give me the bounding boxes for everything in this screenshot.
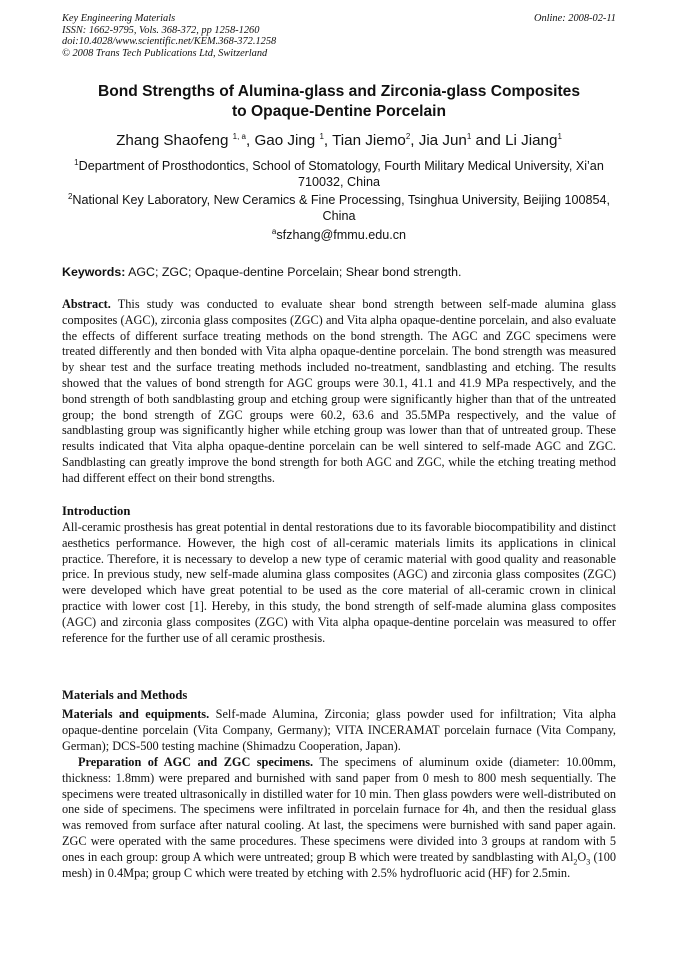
issn-line: ISSN: 1662-9795, Vols. 368-372, pp 1258-1260 (62, 24, 260, 36)
abstract-label: Abstract. (62, 297, 111, 311)
keywords (62, 264, 616, 280)
preparation-text: The specimens of aluminum oxide (diameter: 10.00mm, thickness: 1.8mm) were prepared and burnished with sand paper from 0 mesh to 800 mesh sequentially. The specimens were treated ultrasonically in distilled water for 10 min. Then glass powders were well-distributed on one side of specimens. The specimens were infiltrated in porcelain furnace for 4h, and then the residual glass was removed from surface after natural cooling. At last, the specimens were burnished with sand paper again. ZGC were operated with the same procedures. These specimens were divided into 3 groups at random with 5 ones in each group: group A which were untreated; group B which were treated by sandblasting with Al (62, 755, 617, 864)
affiliation-2 (62, 192, 616, 224)
journal-name: Key Engineering Materials (62, 13, 176, 24)
online-date: Online: 2008-02-11 (533, 13, 616, 24)
affiliation-sup: 1 (74, 157, 79, 167)
subscript-3: 3 (586, 857, 591, 867)
author-sep: , (246, 132, 255, 149)
equipment-paragraph (62, 707, 616, 754)
author-email (62, 227, 616, 243)
abstract (62, 297, 616, 487)
paper-title (62, 82, 616, 122)
equipment-text: Self-made Alumina, Zirconia; glass powder used for infiltration; Vita alpha opaque-dentine porcelain (Vita Company, Germany); VITA INCERAMAT porcelain furnace (Vita Company, German); DCS-500 testing machine (Shimadzu Cooperation, Japan). (62, 707, 616, 753)
abstract-text: This study was conducted to evaluate shear bond strength between self-made alumina glass composites (AGC), zirconia glass composites (ZGC) and Vita alpha opaque-dentine porcelain, and also evaluate the effects of different surface treating methods on the bond strength. The AGC and ZGC specimens were treated differently and then bonded with Vita alpha opaque-dentine porcelain. The bond strength was measured by shear test and the surface treating methods included no-treatment, sandblasting and etching. The results showed that the values of bond strength for AGC groups were 30.1, 41.1 and 41.9 MPa respectively, and the bond strength of both sandblasting group and etching group were significantly higher than that of the untreated group; the bond strength of ZGC groups were 60.2, 63.6 and 35.5MPa respectively, and the value of sandblasting group was significantly higher while etching group was lower than that of untreated group. These results indicated that Vita alpha opaque-dentine porcelain can be well sintered to self-made AGC and ZGC. Sandblasting can greatly improve the bond strength for both AGC and ZGC, while the etching treating method had different effect on their bond strengths. (62, 297, 616, 485)
author-list (62, 131, 616, 151)
affiliation-1 (62, 158, 616, 190)
author-name: Gao Jing (254, 132, 320, 149)
preparation-paragraph (62, 755, 616, 881)
equipment-label: Materials and equipments. (62, 707, 210, 721)
author-sup: 1 (466, 131, 472, 141)
keywords-text: AGC; ZGC; Opaque-dentine Porcelain; Shear bond strength. (125, 265, 462, 279)
author-sup: 1 (319, 131, 324, 141)
introduction-heading: Introduction (62, 504, 131, 518)
author-name: Zhang Shaofeng (116, 132, 233, 149)
affiliation-text: National Key Laboratory, New Ceramics & Fine Processing, Tsinghua University, Beijing 100854, China (72, 193, 611, 223)
author-sup: 1 (557, 131, 562, 141)
author-name: Jia Jun (418, 132, 467, 149)
author-name: Tian Jiemo (332, 132, 406, 149)
author-sup: 2 (405, 131, 411, 141)
copyright-line: © 2008 Trans Tech Publications Ltd, Switzerland (62, 47, 268, 59)
title-line-2: to Opaque-Dentine Porcelain (231, 103, 446, 120)
affiliation-text: Department of Prosthodontics, School of Stomatology, Fourth Military Medical University, Xi’an 710032, China (78, 159, 604, 189)
author-name: Li Jiang (505, 132, 558, 149)
title-line-1: Bond Strengths of Alumina-glass and Zirconia-glass Composites (97, 83, 581, 100)
author-sep: and (471, 132, 506, 149)
introduction-text: All-ceramic prosthesis has great potential in dental restorations due to its favorable biocompatibility and distinct aesthetics performance. However, the high cost of all-ceramic materials limits its applications in clinical practice. Therefore, it is necessary to develop a new type of ceramic material with good quality and reasonable price. In previous study, new self-made alumina glass composites (AGC) and zirconia glass composites (ZGC) were developed which have great potential to be used as the core material of all-ceramic crown in clinical practice with lower cost [1]. Hereby, in this study, the bond strength of self-made alumina glass composites (AGC) and zirconia glass composites (ZGC) with Vita alpha opaque-dentine porcelain was measured to offer reference for the further use of all ceramic prosthesis. (62, 520, 616, 645)
email-address: sfzhang@fmmu.edu.cn (276, 228, 407, 242)
email-sup: a (271, 226, 277, 236)
preparation-label: Preparation of AGC and ZGC specimens. (78, 755, 314, 769)
author-sup: 1, a (232, 131, 246, 141)
preparation-text-end: (100 mesh) in 0.4Mpa; group C which were treated by etching with 2.5% hydrofluoric acid (HF) for 2.5min. (62, 849, 616, 880)
author-sep: , (410, 132, 419, 149)
oxygen-symbol: O (577, 849, 587, 864)
methods-heading: Materials and Methods (62, 688, 188, 702)
author-sep: , (323, 132, 333, 149)
subscript-2: 2 (573, 857, 578, 867)
affiliation-sup: 2 (67, 191, 73, 201)
doi-line: doi:10.4028/www.scientific.net/KEM.368-372.1258 (62, 36, 277, 48)
keywords-label: Keywords: (62, 265, 126, 279)
journal-header (62, 13, 616, 59)
